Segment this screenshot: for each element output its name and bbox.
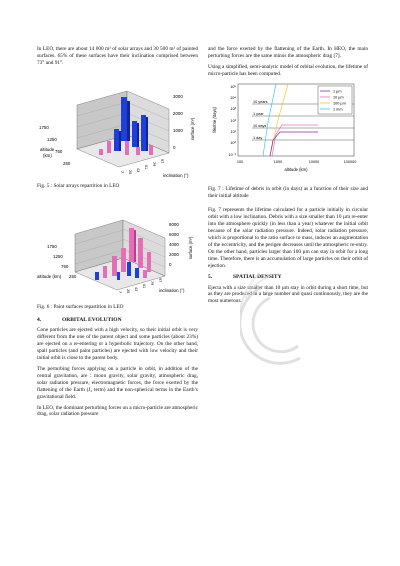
paragraph: Fig. 7 represents the lifetime calculated for a particle initially in circular orbit with a low inclination. Debris with a size smaller than 10 µm re-enter into the atmosphere quickly (in less than a year) whatever the initial orbit because of the solar radiation pressure. Indeed, solar radiation pressure, which is proportional to the ratio surface to mass, induces an augmentation of the eccentricity, and the perigee decreases until the atmospheric re-entry. On the other hand, particles larger than 100 µm can stay in orbit for a long time. Therefore, there is an accumulation of large particles on their orbit of ejection. <box>208 207 368 269</box>
section-title: ORBITAL EVOLUTION <box>62 316 122 323</box>
fig7-y-tick: 10⁴ <box>230 95 236 100</box>
fig6-alt-tick: 750 <box>61 263 69 269</box>
fig7-y-tick: 10² <box>230 118 236 123</box>
fig5-inc-tick: 97 <box>160 158 164 163</box>
fig7-annotation: 10 years <box>253 99 268 104</box>
right-column <box>208 0 368 309</box>
fig7-annotation: 1 day <box>253 135 263 140</box>
fig6-alt-tick: 1250 <box>53 253 63 259</box>
fig6-inc-tick: 97 <box>158 277 162 282</box>
fig6-alt-label: altitude (km) <box>37 273 62 279</box>
fig5-z-tick: 2000 <box>173 110 183 116</box>
fig7-y-tick: 10⁰ <box>230 140 236 145</box>
fig5-alt-tick: 250 <box>63 160 71 166</box>
fig7-caption: Fig. 7 : Lifetime of debris in orbit (in days) as a function of their size and their initial altitude <box>208 185 368 199</box>
fig6-z-tick: 6000 <box>169 231 179 237</box>
left-column <box>37 0 198 422</box>
paragraph: In LEO, the dominant perturbing forces on a micro-particle are atmospheric drag, solar radiation pressure <box>37 404 198 418</box>
fig7-y-tick: 10⁻¹ <box>228 152 236 157</box>
fig5-3d-bar-chart <box>37 71 198 179</box>
fig6-inc-tick: 7 <box>118 290 122 293</box>
paragraph: In LEO, there are about 14 000 m² of solar arrays and 30 500 m² of painted surfaces. 65% of these surfaces have their inclination comprised between 73° and 91°. <box>37 46 198 66</box>
fig5-caption: Fig. 5 : Solar arrays repartition in LEO <box>37 182 120 189</box>
section-title: SPATIAL DENSITY <box>233 273 282 280</box>
paragraph: Using a simplified, semi-analytic model of orbital evolution, the lifetime of micro-particle has been computed. <box>208 63 368 77</box>
fig6-inc-tick: 43 <box>134 286 138 291</box>
section-number: 4. <box>37 316 42 323</box>
section-number: 5. <box>208 273 213 280</box>
fig7-x-label: altitude (km) <box>284 166 308 172</box>
fig5-alt-label: altitude <box>40 146 55 152</box>
fig5-inc-label: inclination (°) <box>163 172 189 178</box>
fig7-x-tick: 10000 <box>308 159 320 164</box>
fig5-z-label: surface (m²) <box>190 117 195 141</box>
fig6-caption: Fig. 6 : Paint surfaces repartition in LEO <box>37 303 124 310</box>
fig7-x-tick: 100000 <box>343 159 357 164</box>
fig7-annotation: 10 days <box>253 123 267 128</box>
section-heading <box>208 274 368 281</box>
fig5-inc-tick: 61 <box>144 164 148 169</box>
fig6-alt-tick: 1750 <box>47 243 57 249</box>
paragraph: and the force exerted by the flattening of the Earth. In HEO, the main perturbing forces are the same minus the atmospheric drag [7]. <box>208 46 368 59</box>
fig6-inc-tick: 61 <box>142 283 146 288</box>
fig7-line-chart <box>208 82 368 174</box>
fig7-legend-label: 10 µm <box>333 95 344 100</box>
fig6-3d-bar-chart <box>37 212 198 294</box>
fig7-x-tick: 1000 <box>273 159 283 164</box>
fig5-alt-tick: 1250 <box>47 136 57 142</box>
fig7-legend-label: 1 mm <box>333 107 343 112</box>
paragraph: Cone particles are ejected with a high velocity, so their initial orbit is very different from the one of the parent object and some particles (about 23%) are ejected on a re-entering or a hyperbolic trajectory. On the other hand, spall particles (and paint particles) are ejected with low velocity and their initial orbit is close to the parent body. <box>37 327 198 362</box>
fig5-z-tick: 0 <box>173 144 176 150</box>
fig5-inc-tick: 25 <box>128 169 132 174</box>
figure-6 <box>37 212 198 294</box>
fig6-inc-tick: 79 <box>150 280 154 285</box>
fig6-z-tick: 8000 <box>169 221 179 227</box>
section-heading <box>37 317 198 324</box>
fig6-alt-tick: 250 <box>69 273 77 279</box>
fig7-y-tick: 10¹ <box>230 129 236 134</box>
fig6-z-label: surface (m²) <box>188 236 193 259</box>
fig6-inc-tick: 25 <box>126 288 130 293</box>
fig5-z-tick: 1000 <box>173 127 183 133</box>
figure-5 <box>37 71 198 179</box>
paragraph: Ejecta with a size smaller than 10 µm stay in orbit during a short time, but as they are produced in a large number and quasi continuously, they are the most numerous. <box>208 284 368 305</box>
fig5-inc-tick: 43 <box>136 167 140 172</box>
fig7-annotation: 1 year <box>253 111 264 116</box>
fig5-alt-tick: 750 <box>55 148 63 154</box>
fig7-legend-label: 100 µm <box>333 101 346 106</box>
paragraph: The perturbing forces applying on a particle in orbit, in addition of the central gravitation, are : moon gravity, solar gravity, atmospheric drag, solar radiation pressure, electromagnetic forces, the force exerted by the flattening of the Earth (J₂ term) and the non-spherical terms in the Earth’s gravitational field. <box>37 365 198 400</box>
fig7-y-tick: 10⁵ <box>230 84 236 89</box>
fig5-alt-label-unit: (km) <box>43 152 52 158</box>
fig7-legend-label: 1 µm <box>333 89 342 94</box>
fig5-alt-tick: 1750 <box>39 124 49 130</box>
fig7-y-label: lifetime (days) <box>212 106 217 133</box>
fig5-inc-tick: 79 <box>152 161 156 166</box>
fig6-z-tick: 2000 <box>169 251 179 257</box>
figure-7 <box>208 82 368 174</box>
fig7-y-tick: 10³ <box>230 106 236 111</box>
fig6-inc-label: inclination (°) <box>159 287 185 293</box>
fig5-inc-tick: 7 <box>120 170 124 173</box>
fig7-x-tick: 100 <box>236 159 244 164</box>
fig5-z-tick: 3000 <box>173 93 183 99</box>
fig6-z-tick: 0 <box>169 261 172 267</box>
fig6-z-tick: 4000 <box>169 241 179 247</box>
